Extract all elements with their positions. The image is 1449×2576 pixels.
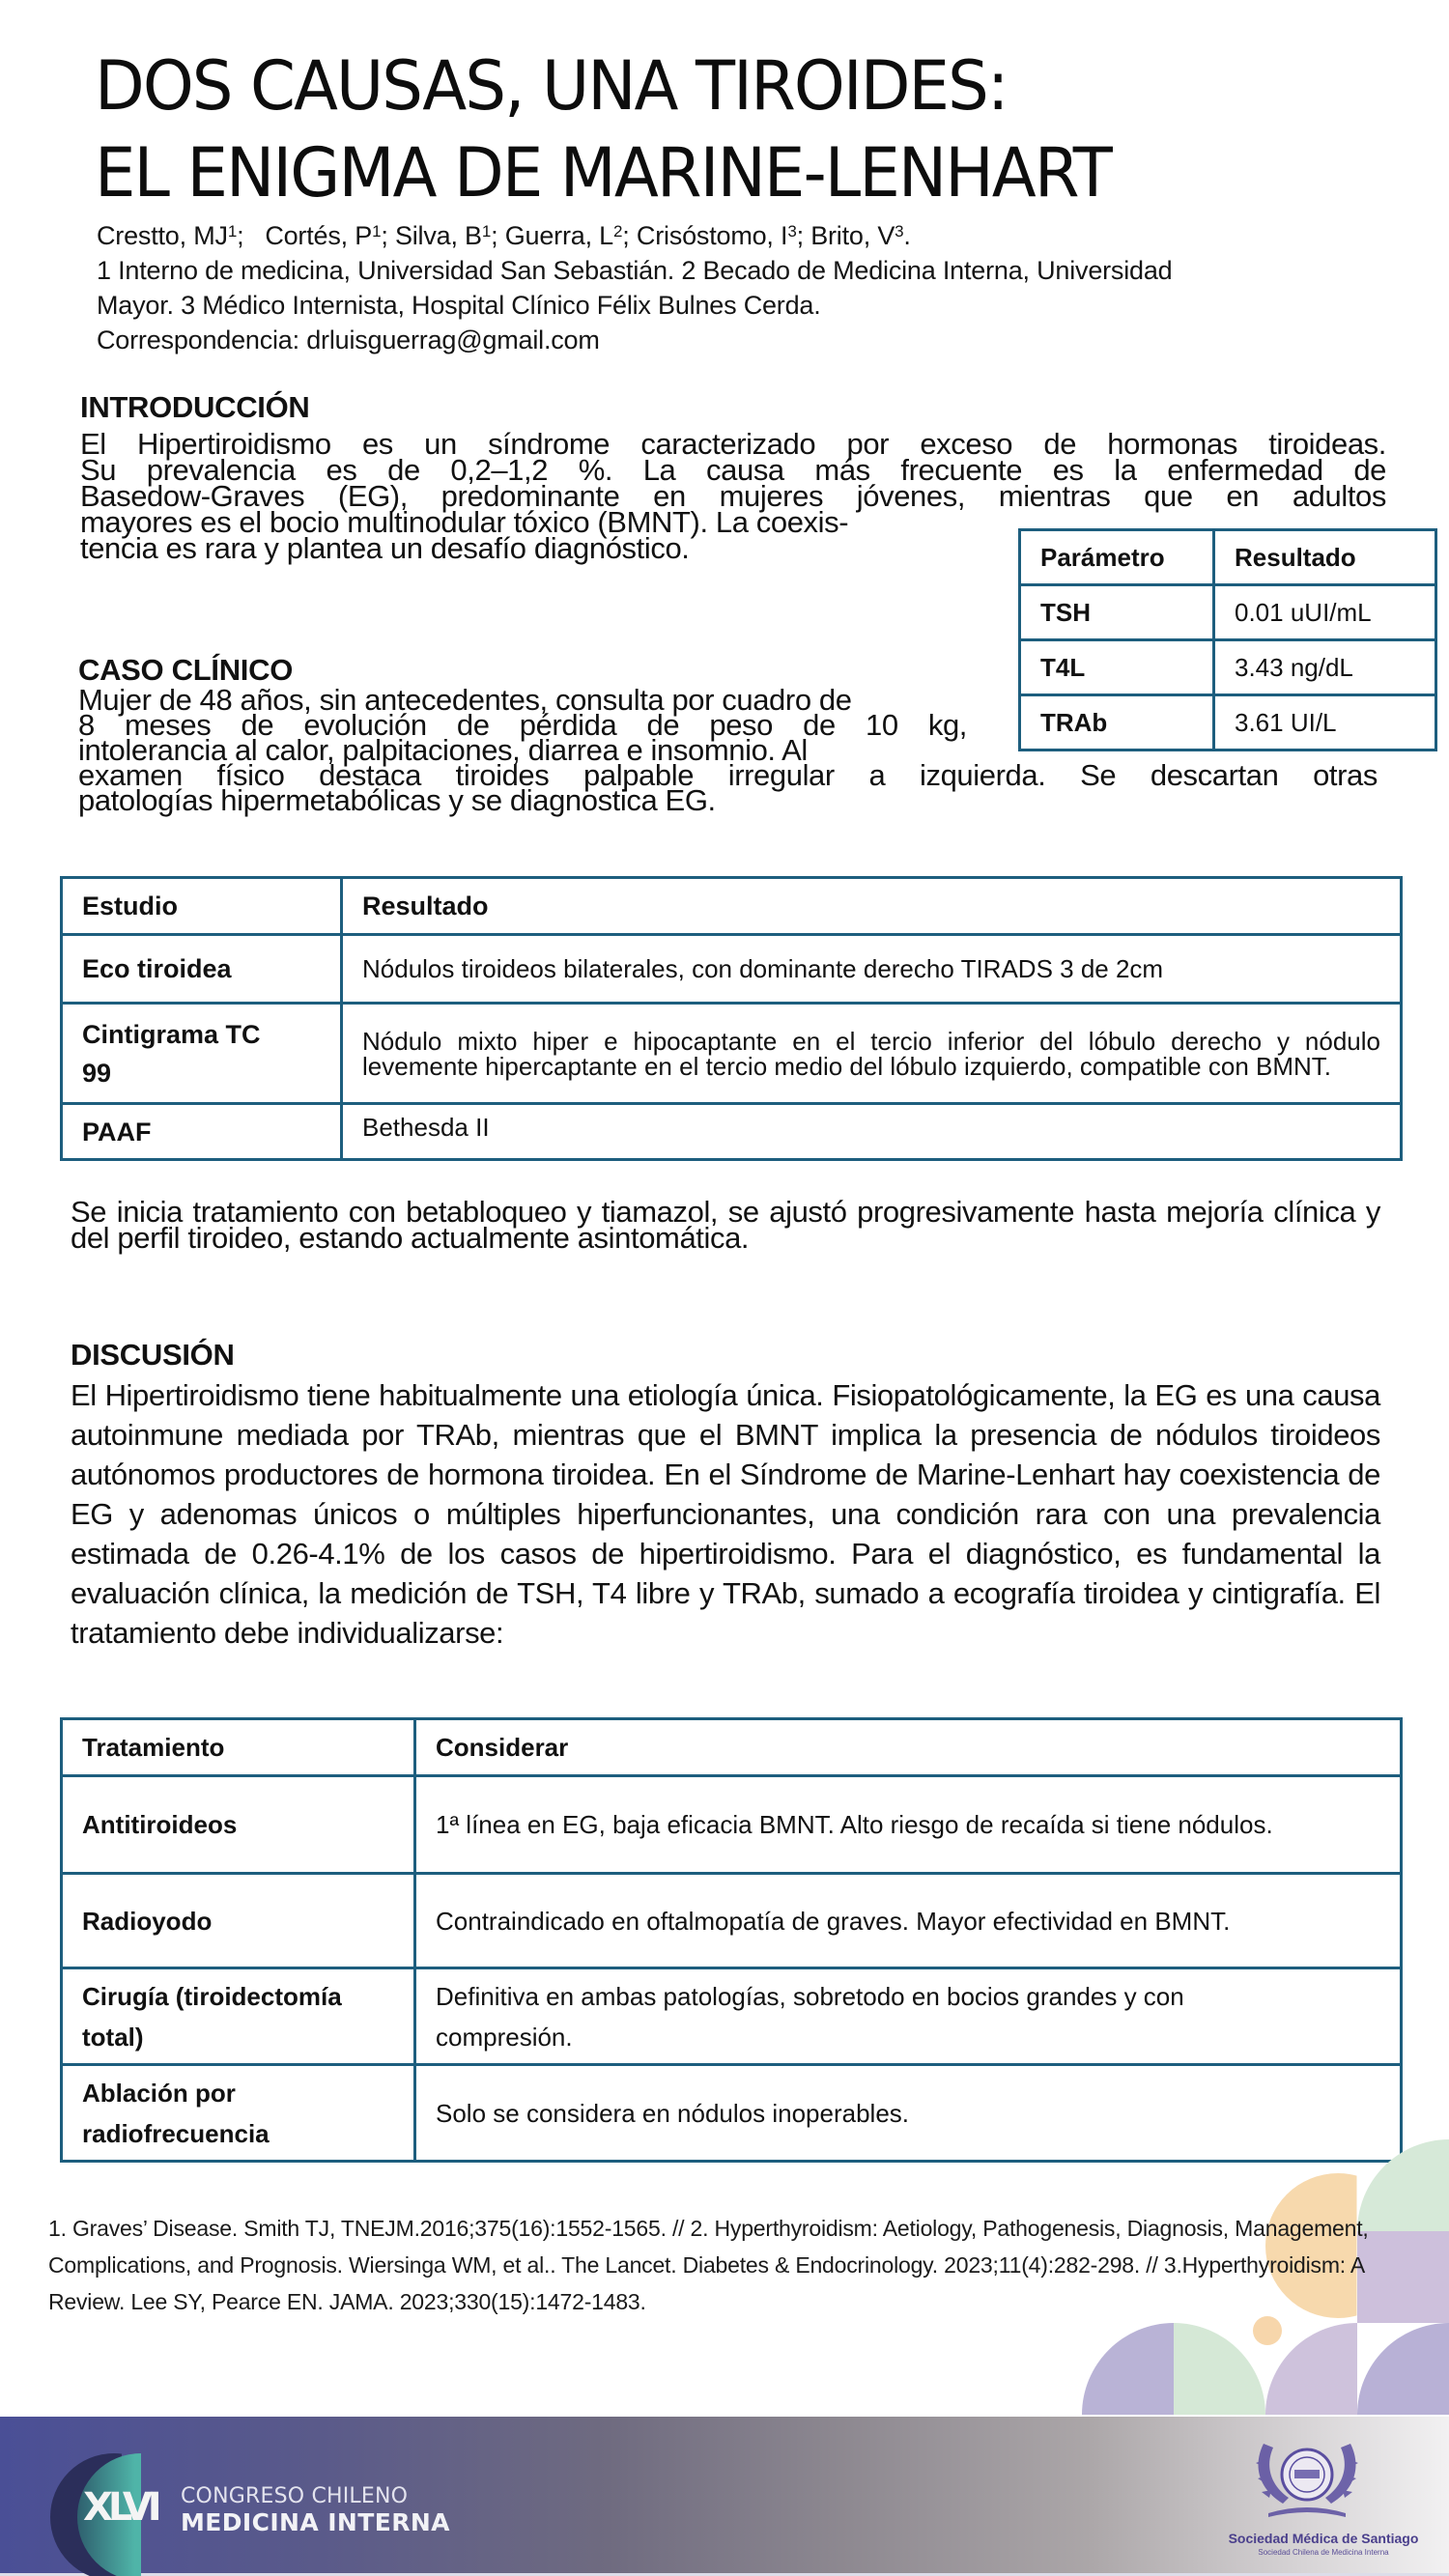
table-row <box>62 1874 1402 1968</box>
column-header-resultado: Resultado <box>1214 530 1436 585</box>
table-row <box>62 1004 1402 1104</box>
study-name: Cintigrama TC 99 <box>62 1004 342 1104</box>
affiliation-sup: 3 <box>895 222 904 241</box>
author-name: Crestto, MJ <box>97 221 228 250</box>
society-subtitle: Sociedad Chilena de Medicina Interna <box>1258 2548 1389 2557</box>
case-line: Mujer de 48 años, sin antecedentes, consulta por cuadro de <box>78 683 852 717</box>
table-row <box>62 1776 1402 1874</box>
separator: ; <box>622 221 637 250</box>
study-result: Nódulo mixto hiper e hipocaptante en el tercio inferior del lóbulo derecho y nódulo levemente hipercaptante en el tercio medio del lóbulo izquierdo, compatible con BMNT. <box>342 1004 1402 1104</box>
affiliation-sup: 3 <box>787 222 797 241</box>
param-name: TSH <box>1020 585 1214 640</box>
treatment-paragraph: Se inicia tratamiento con betabloqueo y tiamazol, se ajustó progresivamente hasta mejoría clínica y del perfil tiroideo, estando actualmente asintomática. <box>71 1195 1380 1255</box>
table-row <box>1020 640 1436 695</box>
author-name: Cortés, P <box>265 221 373 250</box>
author-block <box>97 218 1410 357</box>
affiliation-sup: 1 <box>227 222 238 241</box>
studies-table <box>60 876 1403 1161</box>
table-row <box>62 1968 1402 2065</box>
affiliation-sup: 1 <box>372 222 382 241</box>
intro-line: Basedow-Graves (EG), predominante en mujeres jóvenes, mientras que en adultos <box>80 479 1386 513</box>
references: 1. Graves’ Disease. Smith TJ, TNEJM.2016;375(16):1552-1565. // 2. Hyperthyroidism: Aetiology, Pathogenesis, Diagnosis, Management, Complications, and Prognosis. Wiersinga WM, et al.. The Lancet. Diabetes & Endocrinology. 2023;11(4):282-298. // 3.Hyperthyroidism: A Review. Lee SY, Pearce EN. JAMA. 2023;330(15):1472-1483. <box>48 2216 1369 2314</box>
affiliation-line-1: 1 Interno de medicina, Universidad San Sebastián. 2 Becado de Medicina Interna, Universidad <box>97 256 1173 285</box>
affiliation-sup: 1 <box>481 222 492 241</box>
authors-line <box>97 218 1410 253</box>
study-name: Eco tiroidea <box>62 935 342 1004</box>
treatment-consider: Solo se considera en nódulos inoperables. <box>415 2065 1402 2162</box>
case-line: 8 meses de evolución de pérdida de peso de 10 kg, <box>78 708 967 742</box>
treatment-consider: Definitiva en ambas patologías, sobretodo en bocios grandes y con compresión. <box>415 1968 1402 2065</box>
table-row <box>62 1104 1402 1160</box>
congress-name-line-2: MEDICINA INTERNA <box>181 2508 450 2536</box>
column-header-resultado: Resultado <box>342 878 1402 935</box>
treatment-name: Ablación por radiofrecuencia <box>62 2065 415 2162</box>
study-result: Bethesda II <box>342 1104 1402 1160</box>
author-name: Silva, B <box>394 221 482 250</box>
intro-line: Su prevalencia es de 0,2–1,2 %. La causa más frecuente es la enfermedad de <box>80 453 1386 487</box>
treatment-table <box>60 1717 1403 2163</box>
treatment-name: Radioyodo <box>62 1874 415 1968</box>
society-seal-icon <box>1244 2434 1370 2531</box>
treatment-name: Antitiroideos <box>62 1776 415 1874</box>
intro-line: El Hipertiroidismo es un síndrome caracterizado por exceso de hormonas tiroideas. <box>80 427 1386 461</box>
param-value: 3.43 ng/dL <box>1214 640 1436 695</box>
param-value: 0.01 uUI/mL <box>1214 585 1436 640</box>
table-row <box>62 2065 1402 2162</box>
case-line: patologías hipermetabólicas y se diagnostica EG. <box>78 783 716 817</box>
study-result: Nódulos tiroideos bilaterales, con dominante derecho TIRADS 3 de 2cm <box>342 935 1402 1004</box>
param-value: 3.61 UI/L <box>1214 695 1436 750</box>
poster-title <box>95 42 1300 216</box>
treatment-consider: 1ª línea en EG, baja eficacia BMNT. Alto riesgo de recaída si tiene nódulos. <box>415 1776 1402 1874</box>
table-header-row <box>1020 530 1436 585</box>
intro-heading: INTRODUCCIÓN <box>80 390 310 424</box>
table-header-row <box>62 1719 1402 1776</box>
author-name: Brito, V <box>810 221 895 250</box>
treatment-name: Cirugía (tiroidectomía total) <box>62 1968 415 2065</box>
table-header-row <box>62 878 1402 935</box>
society-name: Sociedad Médica de Santiago <box>1228 2531 1419 2546</box>
discussion-heading: DISCUSIÓN <box>71 1338 235 1372</box>
treatment-consider: Contraindicado en oftalmopatía de graves. Mayor efectividad en BMNT. <box>415 1874 1402 1968</box>
separator: ; <box>796 221 811 250</box>
separator: ; <box>237 221 258 250</box>
separator: ; <box>381 221 395 250</box>
congress-numeral: XLVI <box>83 2485 157 2530</box>
author-name: Crisóstomo, I <box>636 221 788 250</box>
case-line: intolerancia al calor, palpitaciones, diarrea e insomnio. Al <box>78 733 808 767</box>
title-line-2: EL ENIGMA DE MARINE-LENHART <box>95 133 1111 212</box>
correspondence-email[interactable]: Correspondencia: drluisguerrag@gmail.com <box>97 326 600 354</box>
affiliation-sup: 2 <box>613 222 623 241</box>
congress-name-line-1: CONGRESO CHILENO <box>181 2484 409 2508</box>
table-row <box>1020 585 1436 640</box>
author-name: Guerra, L <box>504 221 614 250</box>
column-header-parametro: Parámetro <box>1020 530 1214 585</box>
column-header-tratamiento: Tratamiento <box>62 1719 415 1776</box>
case-line: examen físico destaca tiroides palpable irregular a izquierda. Se descartan otras <box>78 758 1378 792</box>
table-row <box>62 935 1402 1004</box>
intro-line: tencia es rara y plantea un desafío diagnóstico. <box>80 531 690 565</box>
study-name: PAAF <box>62 1104 342 1160</box>
intro-line: mayores es el bocio multinodular tóxico (BMNT). La coexis- <box>80 505 849 539</box>
separator: ; <box>491 221 505 250</box>
param-name: TRAb <box>1020 695 1214 750</box>
column-header-estudio: Estudio <box>62 878 342 935</box>
title-line-1: DOS CAUSAS, UNA TIROIDES: <box>95 46 1008 126</box>
case-paragraph <box>78 683 1378 817</box>
discussion-paragraph: El Hipertiroidismo tiene habitualmente una etiología única. Fisiopatológicamente, la EG es una causa autoinmune mediada por TRAb, mientras que el BMNT implica la presencia de nódulos tiroideos autónomos productores de hormona tiroidea. En el Síndrome de Marine-Lenhart hay coexistencia de EG y adenomas únicos o múltiples hiperfuncionantes, una condición rara con una prevalencia estimada de 0.26-4.1% de los casos de hipertiroidismo. Para el diagnóstico, es fundamental la evaluación clínica, la medición de TSH, T4 libre y TRAb, sumado a ecografía tiroidea y cintigrafía. El tratamiento debe individualizarse: <box>71 1378 1380 1650</box>
separator: . <box>903 221 911 250</box>
affiliation-line-2: Mayor. 3 Médico Internista, Hospital Clínico Félix Bulnes Cerda. <box>97 291 821 320</box>
column-header-considerar: Considerar <box>415 1719 1402 1776</box>
case-heading: CASO CLÍNICO <box>78 653 294 687</box>
param-name: T4L <box>1020 640 1214 695</box>
decorative-dot-orange <box>1253 2316 1282 2345</box>
